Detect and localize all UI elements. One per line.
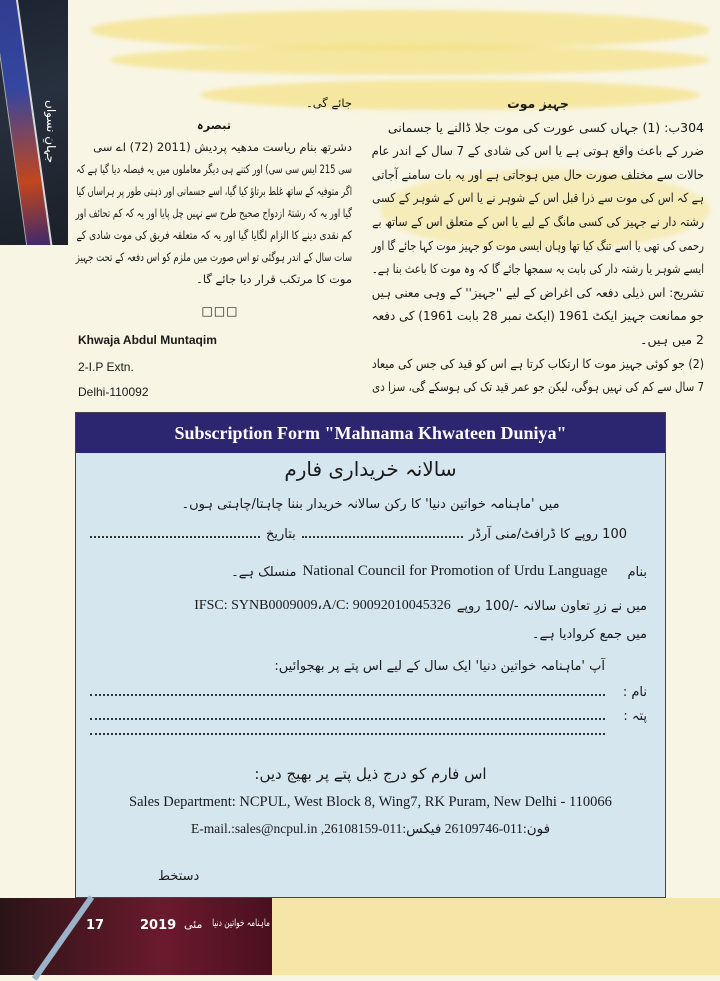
end-mark: □□□: [201, 304, 239, 318]
text-line: جو ممانعت جہیز ایکٹ 1961 (ایکٹ نمبر 28 بابت 1961) کی دفعہ: [371, 308, 704, 324]
text-line: جائے گی۔: [305, 96, 352, 110]
left-article-column: [76, 92, 352, 290]
form-title-urdu: سالانہ خریداری فارم: [284, 457, 457, 481]
text-line: دشرتھ بنام ریاست مدھیہ پردیش (2011 (72) اے سی: [93, 140, 352, 154]
sales-address: Sales Department: NCPUL, West Block 8, Wing7, RK Puram, New Delhi - 110066: [129, 794, 612, 810]
right-article-column: [372, 92, 704, 399]
payee-name: National Council for Promotion of Urdu Language: [302, 563, 608, 579]
bank-details: IFSC: SYNB0009009،A/C: 90092010045326: [194, 598, 451, 613]
contact-details: فون:011-26109746 فیکس:011-26108159, E-mail.:sales@ncpul.in: [190, 821, 551, 836]
form-intro: میں 'ماہنامہ خواتین دنیا' کا رکن سالانہ خریدار بننا چاہتا/چاہتی ہوں۔: [181, 497, 560, 512]
address-row: [90, 709, 647, 724]
text-line: ضرر کے باعث واقع ہوتی ہے یا اس کی شادی کے 7 سال کے اندر عام: [371, 143, 704, 159]
text-line: موت کا مرتکب قرار دیا جائے گا۔: [196, 272, 352, 286]
text-line: تشریح: اس ذیلی دفعہ کی اغراض کے لیے ''جہیز'' کے وہی معنی ہیں: [371, 284, 704, 300]
address-row-2: [90, 733, 647, 739]
author-address-line2: Delhi-110092: [78, 385, 149, 399]
name-row: [90, 685, 647, 700]
name-field[interactable]: [90, 694, 605, 696]
magazine-name: ماہنامہ خواتین دنیا: [212, 918, 270, 929]
section-heading: جہیز موت: [507, 96, 569, 111]
send-to-label: آپ 'ماہنامہ خواتین دنیا' ایک سال کے لیے اس پتے پر بھجوائیں:: [274, 659, 605, 674]
section-sidebar: [0, 0, 68, 245]
issue-month: مئی: [184, 918, 203, 931]
text-line: 2 میں ہیں۔: [640, 331, 704, 347]
address-field-line2[interactable]: [90, 733, 605, 735]
text-line: 7 سال سے کم کی نہیں ہوگی، لیکن جو عمر قید تک کی ہوسکے گی، سزا دی: [372, 379, 704, 395]
address-field-line1[interactable]: [90, 718, 605, 720]
section-title: جہانِ نسواں: [44, 100, 58, 164]
page-number: 17: [86, 918, 105, 933]
signature-label: دستخط: [158, 869, 200, 884]
issue-year: 2019: [140, 918, 177, 933]
address-label: پتہ :: [623, 709, 647, 724]
name-label: نام :: [622, 685, 647, 700]
text-line: رحمی کی تھی یا اسے تنگ کیا تھا وہاں ایسی موت کو جہیز موت کہا جائے گا اور: [371, 237, 704, 253]
date-label: بتاریخ: [266, 527, 296, 542]
text-line: اگر متوفیہ کے ساتھ غلط برتاؤ کیا گیا، اسے جسمانی اور ذہنی طور پر ہراساں کیا: [76, 184, 352, 198]
author-address-line1: 2-I.P Extn.: [78, 360, 134, 374]
brush-stroke: [110, 45, 710, 75]
author-name: Khwaja Abdul Muntaqim: [78, 333, 217, 347]
date-field[interactable]: [90, 536, 260, 538]
text-line: کم نقدی دینے کا الزام لگایا گیا اور یہ کہ متعلقہ فریق کی موت شادی کے: [76, 228, 353, 242]
text-line: سات سال کے اندر ہوگئی تو اس صورت میں ملزم کو اس دفعہ کے تحت جہیز: [75, 250, 352, 264]
commentary-heading: تبصرہ: [196, 118, 232, 132]
text-line: ایسے شوہر یا رشتہ دار کی بابت یہ سمجھا جائے گا کہ وہ موت کا باعث بنا ہے۔: [371, 261, 704, 277]
text-line: ہے کہ اس کی موت سے ذرا قبل اس کے شوہر نے یا اس کے شوہر کے کسی: [372, 190, 704, 206]
draft-number-field[interactable]: [302, 536, 463, 538]
page-footer: [0, 898, 720, 975]
draft-row: [90, 527, 647, 542]
text-line: رشتہ دار نے جہیز کی کسی مانگ کے لیے یا اس کے متعلق اس کے ساتھ بے: [372, 213, 704, 229]
text-line: 304ب: (1) جہاں کسی عورت کی موت جلا ڈالنے یا جسمانی: [387, 119, 704, 135]
payee-suffix: منسلک ہے۔: [231, 565, 297, 580]
form-header: Subscription Form "Mahnama Khwateen Duniya": [76, 413, 665, 453]
text-line: سی 215 ایس سی سی) اور کتنے ہی دیگر معاملوں میں یہ فیصلہ دیا گیا ہے کہ: [76, 162, 352, 176]
text-line: حالات سے مختلف صورت حال میں ہوجاتی ہے اور یہ بات سامنے آجاتی: [371, 166, 704, 182]
send-form-label: اس فارم کو درج ذیل پتے پر بھیج دیں:: [254, 765, 487, 783]
subscription-form: [75, 412, 666, 898]
deposit-row: [90, 597, 647, 614]
payee-prefix: بنام: [627, 565, 647, 580]
payee-row: [90, 563, 647, 580]
draft-label: 100 روپے کا ڈرافٹ/منی آرڈر: [468, 527, 627, 542]
text-line: (2) جو کوئی جہیز موت کا ارتکاب کرتا ہے اس کو قید کی جس کی میعاد: [371, 355, 704, 371]
deposit-text: میں نے زرِ تعاون سالانہ -/100 روپے: [456, 599, 647, 614]
brush-stroke: [90, 10, 710, 50]
deposit-suffix: میں جمع کروادیا ہے۔: [531, 627, 647, 642]
text-line: گیا اور یہ کہ رشتۂ ازدواج صحیح طرح سے نہیں چل پایا اور یہ کہ کم تحائف اور: [75, 206, 352, 220]
